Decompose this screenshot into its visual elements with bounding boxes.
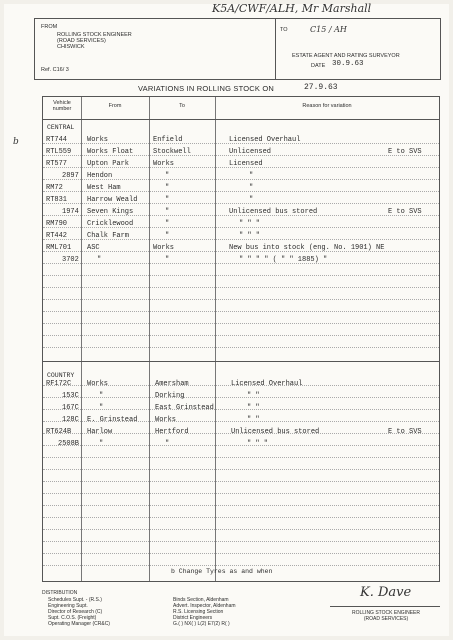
vehicle-number: 1974 (62, 208, 79, 216)
date-label: DATE (311, 63, 326, 69)
from-cell: Upton Park (87, 160, 130, 168)
distribution-heading: DISTRIBUTION (42, 590, 78, 596)
reason-cell: " " (247, 404, 260, 412)
distribution-item: District Engineers (173, 615, 213, 621)
vehicle-number: RML701 (46, 244, 72, 252)
table-row (43, 158, 439, 170)
table-row (43, 378, 439, 390)
from-line-3: CHISWICK (57, 44, 85, 50)
to-handwritten: C15 / AH (310, 25, 347, 34)
reason-cell: Licensed Overhaul (231, 380, 303, 388)
section-rule (43, 361, 439, 362)
reason-cell: " " " " ( " " 1885) " (239, 256, 328, 264)
reason-cell: " " " (239, 232, 261, 240)
table-row (43, 194, 439, 206)
to-cell: Works (155, 416, 177, 424)
reason-cell: " " " (247, 440, 269, 448)
reason-cell: " " (247, 416, 260, 424)
table-row (43, 146, 439, 158)
table-row (43, 254, 439, 266)
vehicle-number: 2508B (58, 440, 80, 448)
from-cell: West Ham (87, 184, 121, 192)
vehicle-number: 3702 (62, 256, 79, 264)
from-cell: Works Float (87, 148, 134, 156)
from-cell: " (99, 440, 104, 448)
col-header-reason: Reason for variation (302, 103, 352, 109)
vehicle-number: RM790 (46, 220, 68, 228)
section-heading-central: CENTRAL (47, 124, 75, 131)
from-line-2: (ROAD SERVICES) (57, 38, 106, 44)
distribution-item: R.S. Licensing Section (173, 609, 224, 615)
col-header-vehicle-line1: Vehicle (53, 100, 71, 106)
reason-cell: Unlicensed bus stored (229, 208, 318, 216)
reason-cell: " " (247, 392, 260, 400)
table-row (43, 170, 439, 182)
table-row (43, 426, 439, 438)
reason-cell: " (249, 196, 254, 204)
signatory-title (336, 610, 436, 622)
to-cell: Amersham (155, 380, 189, 388)
from-cell: Chalk Farm (87, 232, 130, 240)
from-cell: Cricklewood (87, 220, 134, 228)
vehicle-number: RT831 (46, 196, 68, 204)
from-cell: Works (87, 136, 109, 144)
from-cell: Harrow Weald (87, 196, 138, 204)
distribution-item: Schedules Supt. - (R.S.) (48, 597, 102, 603)
signatory-line-1: ROLLING STOCK ENGINEER (352, 610, 420, 616)
vehicle-number: RT744 (46, 136, 68, 144)
reason-cell: Licensed Overhaul (229, 136, 301, 144)
reason-cell: Unlicensed bus stored (231, 428, 320, 436)
date-value: 30.9.63 (332, 60, 364, 68)
col-header-vehicle-line2: number (52, 106, 72, 112)
distribution-item: Engineering Supt. (48, 603, 88, 609)
reason-extra: E to SVS (388, 148, 422, 156)
to-cell: " (165, 196, 170, 204)
from-label: FROM (41, 24, 58, 30)
vehicle-number: RTL559 (46, 148, 72, 156)
to-cell: Enfield (153, 136, 183, 144)
table-row (43, 438, 439, 450)
from-cell: " (97, 256, 102, 264)
table-row (43, 390, 439, 402)
to-cell: Works (153, 160, 175, 168)
to-cell: " (165, 256, 170, 264)
to-cell: " (165, 184, 170, 192)
vehicle-number: RM72 (46, 184, 63, 192)
to-cell: " (165, 220, 170, 228)
signature: K. Dave (360, 585, 412, 600)
vehicle-number: RT442 (46, 232, 68, 240)
to-cell: Dorking (155, 392, 185, 400)
signatory-line-2: (ROAD SERVICES) (363, 616, 409, 622)
document-title: VARIATIONS IN ROLLING STOCK ON (138, 84, 275, 93)
to-cell: Hertford (155, 428, 189, 436)
col-header-vehicle (43, 100, 81, 112)
table-row (43, 402, 439, 414)
reason-cell: " (249, 184, 254, 192)
margin-mark: b (13, 137, 19, 147)
from-cell: Seven Kings (87, 208, 134, 216)
table-row (43, 206, 439, 218)
distribution-right (173, 597, 236, 627)
vehicle-number: 167C (62, 404, 79, 412)
vehicle-number: RT577 (46, 160, 68, 168)
to-cell: " (165, 440, 170, 448)
to-cell: " (165, 208, 170, 216)
distribution-item: G.( ) NX( ) L(2) E7(2) R( ) (173, 621, 230, 627)
reason-extra: E to SVS (388, 208, 422, 216)
header-box (34, 18, 441, 80)
from-cell: ASC (87, 244, 100, 252)
vehicle-number: 128C (62, 416, 79, 424)
col-header-from: From (108, 103, 122, 109)
reference-number: Ref. C16/ 3 (41, 67, 69, 73)
to-cell: " (165, 232, 170, 240)
section-heading-country: COUNTRY (47, 372, 75, 379)
from-line-1: ROLLING STOCK ENGINEER (57, 32, 132, 38)
from-cell: " (99, 404, 104, 412)
distribution-item: Binds Section, Aldenham (173, 597, 229, 603)
to-cell: Stockwell (153, 148, 191, 156)
table-row (43, 414, 439, 426)
footnote: b Change Tyres as and when (171, 568, 273, 575)
from-cell: Hendon (87, 172, 113, 180)
vehicle-number: RT624B (46, 428, 72, 436)
table-row (43, 218, 439, 230)
header-divider (275, 19, 276, 79)
from-cell: E. Grinstead (87, 416, 138, 424)
to-cell: East Grinstead (155, 404, 214, 412)
col-header-to: To (179, 103, 185, 109)
reason-cell: Licensed (229, 160, 263, 168)
variations-table (13, 96, 440, 582)
reason-cell: Unlicensed (229, 148, 272, 156)
distribution-item: Operating Manager (CR&C) (48, 621, 110, 627)
recipient-title: ESTATE AGENT AND RATING SURVEYOR (292, 53, 400, 59)
to-cell: Works (153, 244, 175, 252)
vehicle-number: 2897 (62, 172, 79, 180)
distribution-left (48, 597, 110, 627)
table-row (43, 182, 439, 194)
reason-cell: " " " (239, 220, 261, 228)
distribution-item: Advert. Inspector, Aldenham (173, 603, 236, 609)
from-cell: Works (87, 380, 109, 388)
to-cell: " (165, 172, 170, 180)
to-label: TO (280, 27, 288, 33)
reason-cell: " (249, 172, 254, 180)
distribution-item: Director of Research (C) (48, 609, 103, 615)
signature-rule (330, 606, 440, 607)
table-row (43, 134, 439, 146)
handwritten-routing-note: K5A/CWF/ALH, Mr Marshall (212, 2, 372, 15)
reason-extra: E to SVS (388, 428, 422, 436)
vehicle-number: 153C (62, 392, 79, 400)
distribution-item: Supt. C.O.S. (Freight) (48, 615, 97, 621)
from-cell: Harlow (87, 428, 113, 436)
title-date: 27.9.63 (304, 83, 338, 92)
table-row (43, 230, 439, 242)
vehicle-number: RF172C (46, 380, 72, 388)
header-rule (43, 119, 439, 120)
reason-cell: New bus into stock (eng. No. 1901) NE (229, 244, 385, 252)
from-cell: " (99, 392, 104, 400)
table-row (43, 242, 439, 254)
